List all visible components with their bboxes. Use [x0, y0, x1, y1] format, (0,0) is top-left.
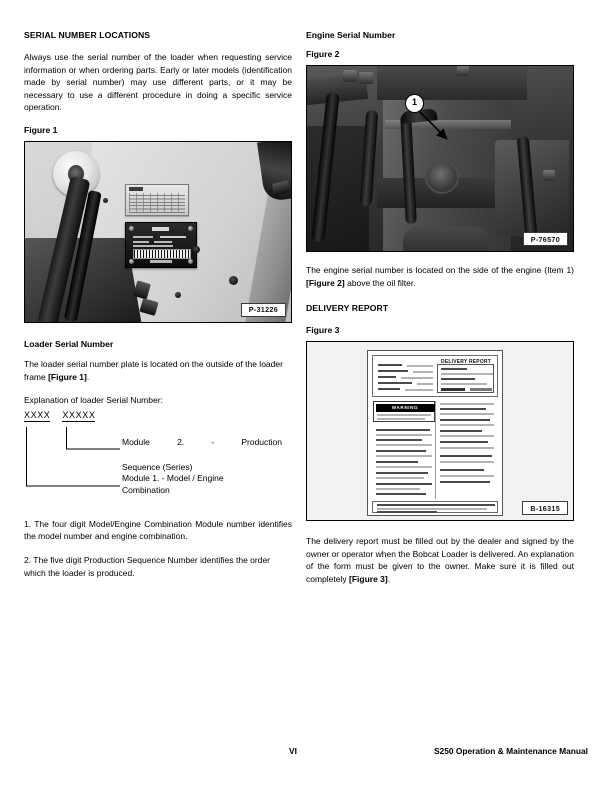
form-title: DELIVERY REPORT — [441, 359, 491, 366]
loader-serial-subhead: Loader Serial Number — [24, 338, 114, 349]
delivery-report-paragraph — [306, 535, 574, 585]
module-1-description — [122, 472, 282, 497]
figure-1-reference: [Figure 1] — [48, 371, 87, 382]
warning-box — [373, 401, 435, 422]
module-2-line-1: Module 2. - Production — [122, 436, 282, 447]
module-1-line-2: Combination — [122, 485, 170, 496]
frame-bolt-hole — [193, 246, 200, 253]
plate-text-line — [133, 236, 153, 238]
plate-screw — [188, 259, 193, 264]
module-2-code: XXXXX — [62, 409, 96, 420]
bolt-head-icon — [343, 70, 357, 82]
intro-paragraph: Always use the serial number of the loader when requesting service information or when ordering parts. Early or later models (identification made by serial number) may use different parts, or it may be necessary to use a different procedure in doing a specific service operation. — [24, 52, 292, 113]
frame-bolt-hole — [175, 292, 181, 298]
module-1-code: XXXX — [24, 409, 51, 420]
module-2-line-2: Sequence (Series) — [122, 461, 193, 472]
bolt-head-icon — [359, 72, 373, 84]
right-column — [306, 30, 574, 597]
frame-bolt-hole — [103, 198, 108, 203]
loader-paragraph-text: The loader serial number plate is located on the outside of the loader frame — [24, 358, 283, 382]
manual-title: S250 Operation & Maintenance Manual — [433, 746, 588, 756]
figure-3-label: Figure 3 — [306, 325, 340, 336]
plate-screw — [188, 226, 193, 231]
page-number: VI — [289, 746, 297, 756]
plate-barcode — [133, 249, 191, 259]
form-column-divider — [435, 401, 436, 499]
form-footer-band — [372, 501, 498, 513]
figure-3-photo-id: B-16315 — [522, 501, 568, 515]
figure-3-delivery-report — [306, 341, 574, 521]
plate-value-line — [160, 236, 186, 238]
capacity-chart-plate — [125, 184, 189, 216]
delivery-paragraph-text: The delivery report must be filled out by the dealer and signed by the owner or operator when the Bobcat Loader is delivered. An explanation of the form must be given to the owner. Make sure it is filled out completely — [306, 536, 574, 584]
engine-paragraph-text: The engine serial number is located on the side of the engine (Item 1) — [306, 265, 574, 275]
figure-1-photo-id: P-31226 — [241, 303, 286, 317]
warning-banner: WARNING — [376, 404, 435, 412]
plate-brand-logo — [152, 227, 169, 231]
plate-text-line — [133, 245, 173, 247]
figure-1-label: Figure 1 — [24, 124, 58, 135]
plate-screw — [129, 259, 134, 264]
loader-paragraph-end: . — [86, 371, 90, 382]
figure-2-photo-id: P-76570 — [523, 232, 568, 246]
page-footer — [24, 746, 588, 758]
figure-1-photo — [24, 141, 292, 323]
page-title: SERIAL NUMBER LOCATIONS — [24, 30, 151, 40]
plate-text-line — [133, 241, 149, 243]
delivery-paragraph-end: . — [387, 573, 391, 584]
numbered-item-2: 2. The five digit Production Sequence Number identifies the order which the loader is produced. — [24, 554, 271, 578]
frame-bolt-hole — [229, 276, 238, 285]
thermostat-housing — [425, 160, 459, 194]
cylinder-head — [377, 66, 527, 100]
module-1-line-1: Module 1. - Model / Engine — [122, 472, 224, 483]
figure-2-photo — [306, 65, 574, 252]
plate-text-line — [154, 241, 172, 243]
callout-number-1: 1 — [405, 94, 424, 113]
delivery-report-heading: DELIVERY REPORT — [306, 303, 389, 314]
left-column — [24, 30, 292, 590]
plate-table-grid — [129, 193, 185, 213]
engine-paragraph-end: above the oil filter. — [344, 277, 416, 288]
form-header-band — [372, 355, 498, 397]
module-2-description — [122, 436, 282, 473]
serial-number-breakdown-diagram — [24, 410, 292, 506]
oil-filter — [403, 227, 489, 252]
delivery-report-form — [367, 350, 503, 516]
engine-serial-paragraph — [306, 264, 574, 289]
figure-2-label: Figure 2 — [306, 49, 340, 59]
figure-2-reference: [Figure 2] — [306, 277, 345, 288]
numbered-item-1: 1. The four digit Model/Engine Combination Module number identifies the model number and engine combination. — [24, 518, 292, 542]
coolant-hose — [360, 110, 379, 207]
bolt-head-icon — [543, 170, 555, 181]
bolt-head-icon — [457, 66, 469, 76]
explanation-line: Explanation of loader Serial Number: — [24, 395, 163, 406]
plate-logo — [129, 187, 143, 191]
plate-screw — [129, 226, 134, 231]
loader-serial-paragraph — [24, 358, 292, 383]
serial-number-plate — [125, 222, 197, 268]
figure-3-reference: [Figure 3] — [349, 573, 388, 584]
engine-serial-heading: Engine Serial Number — [306, 30, 396, 40]
plate-footer-line — [150, 260, 172, 263]
